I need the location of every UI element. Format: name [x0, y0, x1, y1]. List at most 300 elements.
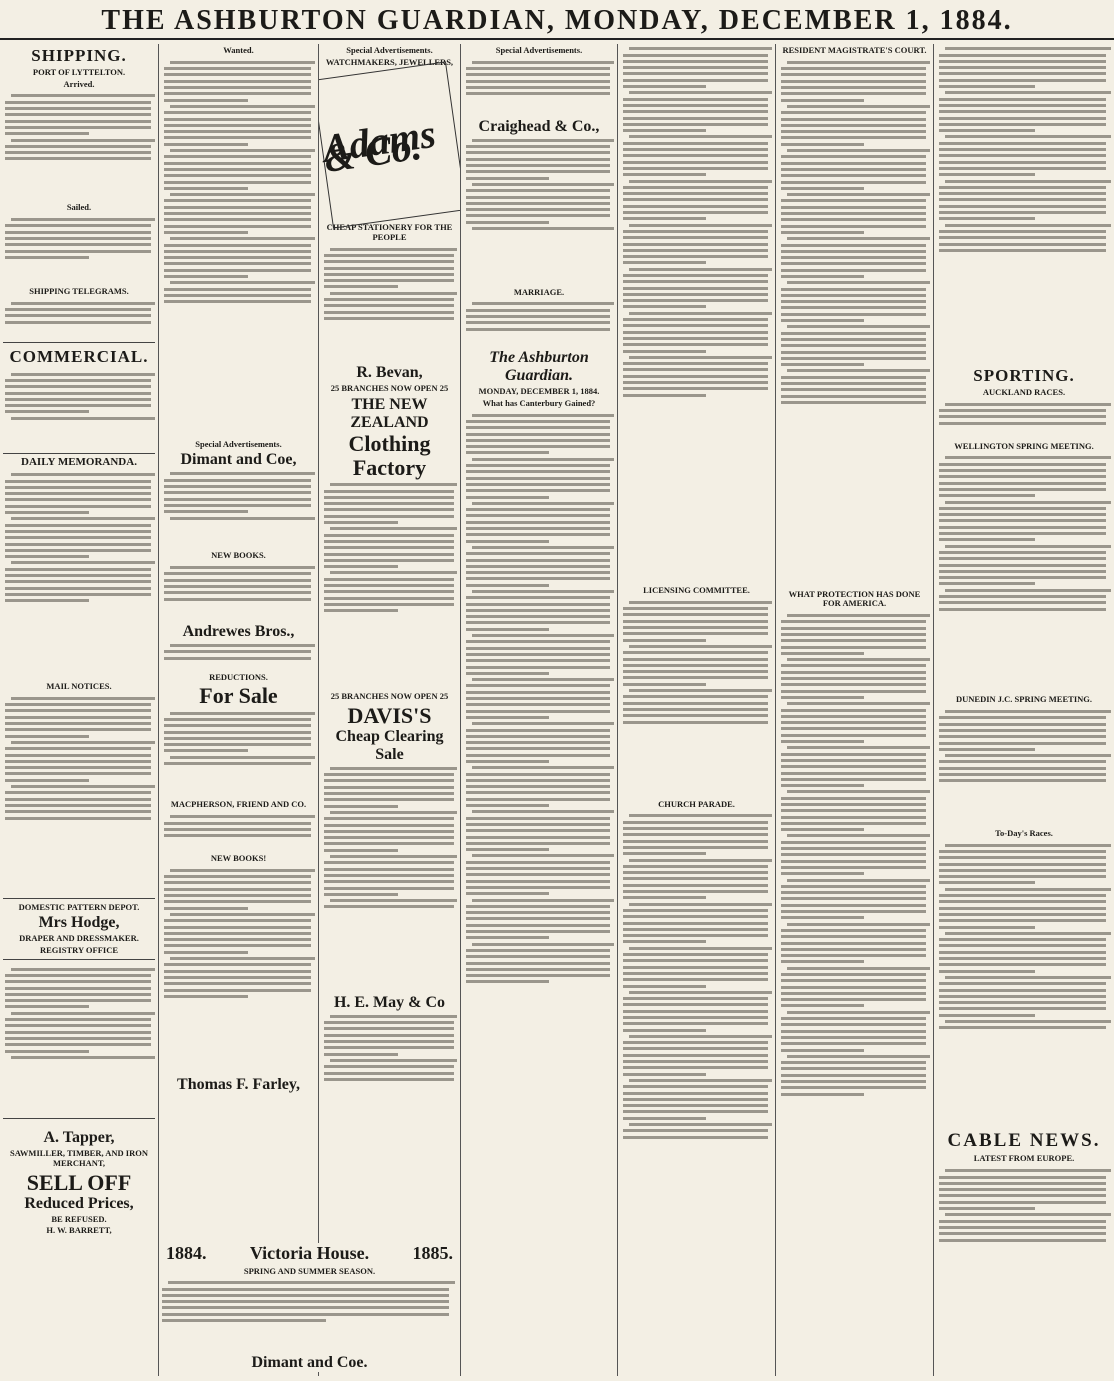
- text-line: [164, 951, 248, 954]
- text-line: [939, 779, 1106, 782]
- wellington-heading: WELLINGTON SPRING MEETING.: [954, 440, 1094, 451]
- text-line: [939, 1226, 1106, 1229]
- text-line: [623, 293, 768, 296]
- text-line: [5, 480, 151, 483]
- text-line: [162, 1319, 326, 1322]
- text-line: [324, 317, 454, 320]
- text-line: [5, 536, 151, 539]
- text-line: [939, 72, 1106, 75]
- text-line: [939, 167, 1106, 170]
- text-line: [5, 530, 151, 533]
- text-line: [623, 117, 768, 120]
- text-line: [5, 999, 151, 1002]
- text-line: [787, 369, 930, 372]
- text-line: [466, 445, 610, 448]
- text-line: [939, 570, 1106, 573]
- text-line: [466, 842, 610, 845]
- victoria-house-ad: [160, 1243, 459, 1372]
- text-line: [781, 910, 926, 913]
- text-line: [623, 702, 768, 705]
- text-line: [11, 968, 155, 971]
- text-line: [781, 620, 926, 623]
- reduced-prices: Reduced Prices,: [24, 1194, 134, 1212]
- text-line: [5, 308, 151, 311]
- text-line: [164, 970, 311, 973]
- text-line: [466, 647, 610, 650]
- text-line: [939, 716, 1106, 719]
- text-line: [781, 1061, 926, 1064]
- text-line: [5, 314, 151, 317]
- text-line: [623, 1073, 706, 1076]
- text-line: [623, 287, 768, 290]
- text-line: [466, 823, 610, 826]
- todays-heading: To-Day's Races.: [995, 827, 1053, 838]
- text-line: [466, 552, 610, 555]
- text-line: [324, 609, 398, 612]
- text-line: [324, 1046, 454, 1049]
- text-line: [164, 143, 248, 146]
- text-line: [939, 494, 1035, 497]
- text-line: [164, 99, 248, 102]
- text-line: [164, 888, 311, 891]
- text-line: [939, 117, 1106, 120]
- licensing-heading: LICENSING COMMITTEE.: [643, 585, 750, 595]
- text-line: [939, 415, 1106, 418]
- text-line: [170, 756, 315, 759]
- text-line: [466, 930, 610, 933]
- text-line: [330, 571, 457, 574]
- text-line: [945, 545, 1111, 548]
- dunedin-text: [937, 707, 1111, 827]
- marriage-heading: MARRIAGE.: [513, 286, 565, 297]
- text-line: [170, 61, 315, 64]
- text-line: [164, 938, 311, 941]
- text-line: [781, 759, 926, 762]
- text-line: [5, 722, 151, 725]
- craighead-text: [464, 136, 614, 286]
- text-line: [787, 105, 930, 108]
- text-line: [324, 603, 454, 606]
- text-line: [164, 572, 311, 575]
- cable-text: [937, 1166, 1111, 1286]
- text-line: [939, 54, 1106, 57]
- text-line: [939, 161, 1106, 164]
- text-line: [939, 875, 1106, 878]
- text-line: [164, 300, 311, 303]
- text-line: [939, 881, 1035, 884]
- books-text: [162, 563, 315, 623]
- text-line: [466, 804, 549, 807]
- editorial-text: [464, 410, 614, 1290]
- text-line: [466, 697, 610, 700]
- text-line: [472, 943, 614, 946]
- text-line: [472, 458, 614, 461]
- text-line: [466, 684, 610, 687]
- text-line: [623, 1129, 768, 1132]
- text-line: [11, 785, 155, 788]
- text-line: [324, 597, 454, 600]
- text-line: [781, 986, 926, 989]
- commercial-heading: COMMERCIAL.: [9, 347, 149, 367]
- text-line: [939, 919, 1106, 922]
- text-line: [466, 208, 610, 211]
- text-line: [623, 337, 768, 340]
- text-line: [466, 905, 610, 908]
- text-line: [5, 760, 151, 763]
- text-line: [11, 697, 155, 700]
- text-line: [11, 417, 155, 420]
- text-line: [939, 1014, 1035, 1017]
- text-line: [781, 841, 926, 844]
- text-line: [5, 599, 89, 602]
- text-line: [781, 809, 926, 812]
- text-line: [781, 288, 926, 291]
- reductions-heading: REDUCTIONS.: [209, 671, 268, 682]
- text-line: [787, 702, 930, 705]
- marriage-text: [464, 299, 614, 349]
- text-line: [781, 73, 926, 76]
- text-line: [623, 1047, 768, 1050]
- text-line: [164, 162, 311, 165]
- text-line: [5, 772, 151, 775]
- telegrams-heading: SHIPPING TELEGRAMS.: [29, 285, 129, 296]
- text-line: [324, 849, 398, 852]
- text-line: [781, 1004, 864, 1007]
- text-line: [939, 1232, 1106, 1235]
- text-line: [466, 924, 610, 927]
- text-line: [781, 778, 926, 781]
- text-line: [629, 356, 772, 359]
- dunedin-heading: DUNEDIN J.C. SPRING MEETING.: [955, 694, 1092, 705]
- text-line: [5, 974, 151, 977]
- text-line: [466, 189, 610, 192]
- text-line: [164, 822, 311, 825]
- column-7: [934, 44, 1114, 1376]
- text-line: [472, 502, 614, 505]
- text-line: [781, 960, 864, 963]
- text-line: [623, 255, 768, 258]
- year-1884: 1884.: [166, 1243, 207, 1263]
- text-line: [781, 696, 864, 699]
- text-line: [472, 302, 614, 305]
- text-line: [939, 519, 1106, 522]
- text-line: [629, 135, 772, 138]
- text-line: [781, 1067, 926, 1070]
- text-line: [164, 485, 311, 488]
- divider: [3, 342, 155, 343]
- text-line: [466, 489, 610, 492]
- text-line: [164, 762, 311, 765]
- text-line: [623, 683, 706, 686]
- text-line: [781, 627, 926, 630]
- text-line: [781, 338, 926, 341]
- text-line: [939, 995, 1106, 998]
- text-line: [781, 690, 926, 693]
- text-line: [466, 559, 610, 562]
- text-line: [466, 968, 610, 971]
- text-line: [623, 368, 768, 371]
- column-6: [776, 44, 933, 1376]
- text-line: [164, 92, 311, 95]
- text-line: [324, 887, 454, 890]
- text-line: [466, 980, 549, 983]
- text-line: [164, 181, 311, 184]
- victoria-heading: Victoria House.: [249, 1243, 370, 1263]
- dimant-name: Dimant and Coe,: [180, 451, 297, 469]
- text-line: [472, 678, 614, 681]
- text-line: [781, 998, 926, 1001]
- text-line: [5, 250, 151, 253]
- text-line: [170, 517, 315, 520]
- text-line: [466, 151, 610, 154]
- text-line: [945, 976, 1111, 979]
- dimant-text: [162, 469, 315, 549]
- text-line: [939, 748, 1035, 751]
- text-line: [781, 67, 926, 70]
- text-line: [781, 388, 926, 391]
- text-line: [939, 475, 1106, 478]
- text-line: [170, 712, 315, 715]
- text-line: [170, 957, 315, 960]
- text-line: [939, 1026, 1106, 1029]
- commerce-text: [937, 44, 1111, 364]
- text-line: [164, 136, 311, 139]
- text-line: [623, 236, 768, 239]
- text-line: [781, 929, 926, 932]
- text-line: [324, 546, 454, 549]
- text-line: [623, 953, 768, 956]
- text-line: [11, 218, 155, 221]
- text-line: [324, 311, 454, 314]
- text-line: [623, 1060, 768, 1063]
- text-line: [623, 676, 768, 679]
- text-line: [781, 727, 926, 730]
- text-line: [629, 689, 772, 692]
- text-line: [466, 829, 610, 832]
- text-line: [781, 269, 926, 272]
- text-line: [781, 860, 926, 863]
- text-line: [472, 139, 614, 142]
- text-line: [324, 817, 454, 820]
- text-line: [466, 508, 610, 511]
- text-line: [623, 639, 706, 642]
- text-line: [5, 580, 151, 583]
- text-line: [164, 932, 311, 935]
- text-line: [324, 534, 454, 537]
- text-line: [466, 760, 549, 763]
- text-line: [466, 67, 610, 70]
- text-line: [781, 721, 926, 724]
- text-line: [466, 754, 610, 757]
- text-line: [623, 324, 768, 327]
- text-line: [170, 193, 315, 196]
- text-line: [330, 248, 457, 251]
- text-line: [472, 183, 614, 186]
- text-line: [623, 60, 768, 63]
- column-1: [0, 44, 158, 1376]
- text-line: [787, 790, 930, 793]
- text-line: [324, 1027, 454, 1030]
- text-line: [781, 80, 926, 83]
- text-line: [623, 350, 706, 353]
- text-line: [164, 737, 311, 740]
- text-line: [5, 779, 89, 782]
- text-line: [787, 237, 930, 240]
- text-line: [939, 767, 1106, 770]
- text-line: [324, 1078, 454, 1081]
- auckland-heading: AUCKLAND RACES.: [982, 387, 1066, 397]
- text-line: [781, 935, 926, 938]
- text-line: [11, 94, 155, 97]
- text-line: [330, 1059, 457, 1062]
- text-line: [945, 224, 1111, 227]
- special-heading: Special Advertisements.: [495, 45, 583, 55]
- text-line: [324, 521, 398, 524]
- text-line: [623, 54, 768, 57]
- text-line: [623, 909, 768, 912]
- text-line: [939, 154, 1106, 157]
- text-line: [5, 543, 151, 546]
- text-line: [623, 890, 768, 893]
- year-1885: 1885.: [412, 1243, 453, 1263]
- macpherson-text: [162, 812, 315, 852]
- text-line: [781, 351, 926, 354]
- text-line: [324, 905, 454, 908]
- text-line: [623, 997, 768, 1000]
- text-line: [939, 856, 1106, 859]
- text-line: [623, 620, 768, 623]
- text-line: [466, 628, 549, 631]
- text-line: [466, 577, 610, 580]
- text-line: [164, 244, 311, 247]
- text-line: [5, 791, 151, 794]
- text-line: [164, 73, 311, 76]
- text-line: [623, 607, 768, 610]
- text-line: [939, 595, 1106, 598]
- text-line: [623, 966, 768, 969]
- text-line: [781, 162, 926, 165]
- text-line: [781, 256, 926, 259]
- text-line: [623, 72, 768, 75]
- text-line: [939, 123, 1106, 126]
- text-line: [466, 880, 610, 883]
- text-line: [939, 729, 1106, 732]
- text-line: [330, 292, 457, 295]
- text-line: [781, 897, 926, 900]
- text-line: [945, 135, 1111, 138]
- memo-text: [3, 470, 155, 680]
- text-line: [623, 375, 768, 378]
- text-line: [164, 67, 311, 70]
- text-line: [781, 885, 926, 888]
- text-line: [781, 664, 926, 667]
- text-line: [939, 85, 1035, 88]
- text-line: [623, 632, 768, 635]
- craighead-name: Craighead & Co.,: [478, 117, 600, 135]
- text-line: [623, 154, 768, 157]
- text-line: [324, 540, 454, 543]
- sporting-heading: SPORTING.: [973, 366, 1075, 385]
- text-line: [781, 765, 926, 768]
- text-line: [5, 1050, 89, 1053]
- text-line: [939, 469, 1106, 472]
- text-line: [939, 230, 1106, 233]
- text-line: [781, 853, 926, 856]
- shipping-text: [3, 91, 155, 201]
- text-line: [466, 791, 610, 794]
- text-line: [164, 982, 311, 985]
- text-line: [324, 773, 454, 776]
- text-line: [623, 934, 768, 937]
- text-line: [164, 504, 311, 507]
- text-line: [466, 196, 610, 199]
- text-line: [466, 917, 610, 920]
- text-line: [781, 319, 864, 322]
- text-line: [5, 555, 89, 558]
- text-line: [939, 205, 1106, 208]
- text-line: [623, 1110, 768, 1113]
- text-line: [629, 903, 772, 906]
- text-line: [466, 710, 610, 713]
- text-line: [162, 1288, 449, 1291]
- forsale-text: [162, 708, 315, 798]
- text-line: [5, 404, 151, 407]
- text-line: [466, 691, 610, 694]
- text-line: [5, 224, 151, 227]
- wellington-text: [937, 453, 1111, 693]
- text-line: [164, 491, 311, 494]
- text-line: [5, 101, 151, 104]
- text-line: [939, 970, 1035, 973]
- text-line: [939, 564, 1106, 567]
- text-line: [781, 199, 926, 202]
- registry-office: REGISTRY OFFICE: [39, 944, 119, 955]
- text-line: [623, 714, 768, 717]
- text-line: [623, 922, 768, 925]
- text-line: [623, 148, 768, 151]
- text-line: [939, 1207, 1035, 1210]
- text-line: [623, 192, 768, 195]
- text-line: [164, 657, 311, 660]
- text-line: [623, 142, 768, 145]
- memo-heading: DAILY MEMORANDA.: [21, 456, 137, 469]
- text-line: [164, 250, 311, 253]
- text-line: [11, 517, 155, 520]
- text-line: [623, 1117, 706, 1120]
- text-line: [781, 803, 926, 806]
- text-line: [945, 1020, 1111, 1023]
- text-line: [781, 262, 926, 265]
- text-line: [5, 157, 151, 160]
- clearing-heading: Cheap Clearing Sale: [335, 727, 444, 763]
- text-line: [781, 300, 926, 303]
- books-heading: NEW BOOKS.: [211, 550, 266, 561]
- text-line: [324, 1021, 454, 1024]
- text-line: [623, 985, 706, 988]
- text-line: [945, 754, 1111, 757]
- text-line: [629, 180, 772, 183]
- text-line: [466, 470, 610, 473]
- church-heading: CHURCH PARADE.: [658, 798, 735, 809]
- text-line: [781, 250, 926, 253]
- text-line: [466, 477, 610, 480]
- text-line: [623, 1092, 768, 1095]
- text-line: [466, 170, 610, 173]
- text-line: [324, 254, 454, 257]
- text-line: [781, 143, 864, 146]
- text-line: [466, 571, 610, 574]
- text-line: [623, 1085, 768, 1088]
